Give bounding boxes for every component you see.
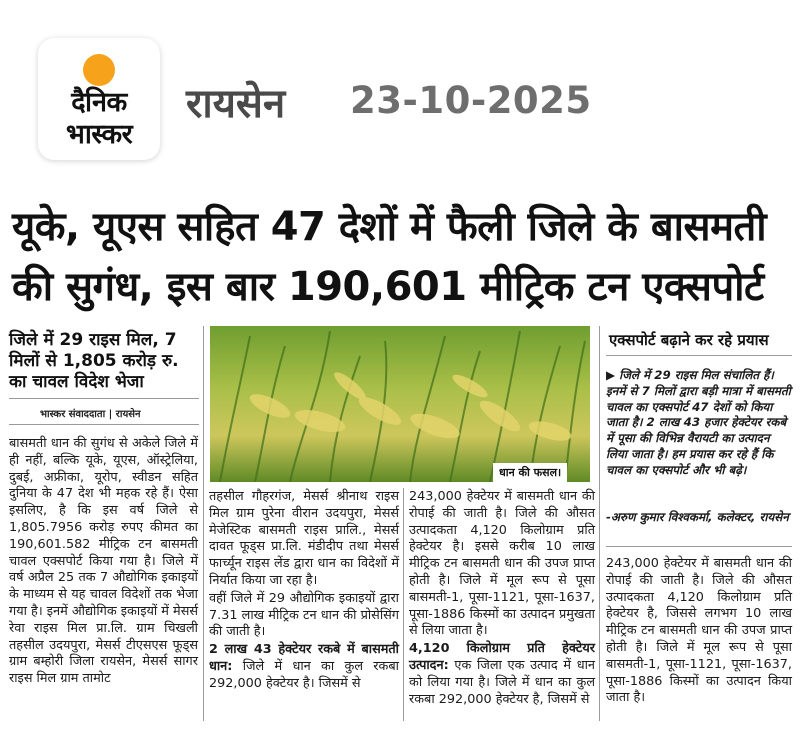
divider: [606, 355, 792, 356]
paragraph: 243,000 हेक्टेयर में बासमती धान की रोपाई की जाती है। जिले की औसत उत्पादकता 4,120 किलोग्राम प्रति हेक्टेयर है, जिससे लगभग 10 लाख मीट्रिक टन बासमती धान की उपज प्राप्त होती है। जिले में मूल रूप से पूसा बासमती-1, पूसा-1121, पूसा-1637, पूसा-1886 किस्मों का उत्पादन किया जाता है।: [606, 556, 792, 706]
logo-text-line1: दैनिक: [71, 87, 127, 118]
article-column-3: [409, 489, 595, 709]
logo-text-line2: भास्कर: [65, 119, 133, 150]
paragraph-text: जिले में धान का कुल रकबा 292,000 हेक्टेयर है। जिसमें से: [209, 658, 399, 691]
column-divider: [599, 326, 600, 721]
paragraph: [409, 641, 595, 708]
article-column-4: [606, 556, 792, 708]
quote-author: -अरुण कुमार विश्वकर्मा, कलेक्टर, रायसेन: [606, 510, 789, 524]
newspaper-logo: [38, 38, 160, 160]
headline-line2: की सुगंध, इस बार 190,601 मीट्रिक टन एक्सपोर्ट: [12, 264, 764, 310]
rice-field-illustration: [210, 326, 590, 482]
column-divider: [203, 326, 204, 721]
paragraph: [209, 642, 399, 692]
headline-line1: यूके, यूएस सहित 47 देशों में फैली जिले के बासमती: [12, 204, 767, 250]
article-column-2: [209, 489, 399, 694]
photo-caption: धान की फसल।: [493, 463, 567, 482]
divider: [606, 546, 792, 547]
paragraph: 243,000 हेक्टेयर में बासमती धान की रोपाई की जाती है। जिले की औसत उत्पादकता 4,120 किलोग्राम प्रति हेक्टेयर है। इससे करीब 10 लाख मीट्रिक टन बासमती धान की उपज प्राप्त होती है। जिले में मूल रूप से पूसा बासमती-1, पूसा-1121, पूसा-1637, पूसा-1886 किस्मों का उत्पादन प्रमुखता से लिया जाता है।: [409, 489, 595, 639]
divider: [9, 424, 199, 425]
paragraph: तहसील गौहरगंज, मेसर्स श्रीनाथ राइस मिल ग्राम पुरेना वीरान उदयपुरा, मेसर्स मेजेस्टिक बासमती राइस प्रालि., मेसर्स दावत फूड्स प्रा.लि. मंडीदीप तथा मेसर्स फार्च्यून राइस लेंड द्वारा धान का विदेशों में निर्यात किया जा रहा है।: [209, 489, 399, 588]
edition-date: 23-10-2025: [350, 79, 592, 122]
byline: भास्कर संवाददाता | रायसेन: [40, 409, 141, 420]
subheading: 2 लाख 43 हेक्टेयर रकबे में बासमती धान:: [209, 642, 399, 674]
collector-quote: ▶ जिले में 29 राइस मिल संचालित हैं। इनमें से 7 मिलों द्वारा बड़ी मात्रा में बासमती चावल का एक्सपोर्ट 47 देशों को किया जाता है। 2 लाख 43 हजार हेक्टेयर रकबे में पूसा की विभिन्न वैरायटी का उत्पादन लिया जाता है। हम प्रयास कर रहे हैं कि चावल का एक्सपोर्ट और भी बढ़े।: [606, 368, 791, 477]
column-divider: [403, 488, 404, 721]
rice-crop-photo: [210, 326, 590, 482]
subheading: 4,120 किलोग्राम प्रति हेक्टेयर उत्पादन:: [409, 641, 595, 673]
sub-headline: जिले में 29 राइस मिल, 7 मिलों से 1,805 करोड़ रु. का चावल विदेश भेजा: [9, 330, 179, 392]
edition-city: रायसेन: [186, 81, 286, 127]
paragraph-text: एक जिला एक उत्पाद में धान को लिया गया है। जिले में धान का कुल रकबा 292,000 हेक्टेयर है, जिसमें से: [409, 657, 595, 707]
paragraph: बासमती धान की सुगंध से अकेले जिले में ही नहीं, बल्कि यूके, यूएस, ऑस्ट्रेलिया, दुबई, अफ्रीका, यूरोप, स्वीडन सहित दुनिया के 47 देश भी महक रहे हैं। ऐसा इसलिए, है कि इस वर्ष जिले से 1,805.7956 करोड़ रुपए कीमत का 190,601.582 मीट्रिक टन बासमती चावल एक्सपोर्ट किया गया है। जिले में वर्ष अप्रैल 25 तक 7 औद्योगिक इकाइयों के माध्यम से यह चावल विदेशों तक भेजा गया है। इनमें औद्योगिक इकाइयों में मेसर्स रेवा राइस मिल प्रा.लि. ग्राम चिखली तहसील उदयपुरा, मेसर्स टीएसएस फूड्स ग्राम बम्होरी जिला रायसेन, मेसर्स सागर राइस मिल ग्राम तामोट: [9, 436, 198, 687]
sidebar-title: एक्सपोर्ट बढ़ाने कर रहे प्रयास: [609, 331, 769, 349]
article-column-1: [9, 436, 198, 689]
paragraph: वहीं जिले में 29 औद्योगिक इकाइयों द्वारा 7.31 लाख मीट्रिक टन धान की प्रोसेसिंग की जाती है।: [209, 590, 399, 640]
divider: [9, 398, 199, 399]
